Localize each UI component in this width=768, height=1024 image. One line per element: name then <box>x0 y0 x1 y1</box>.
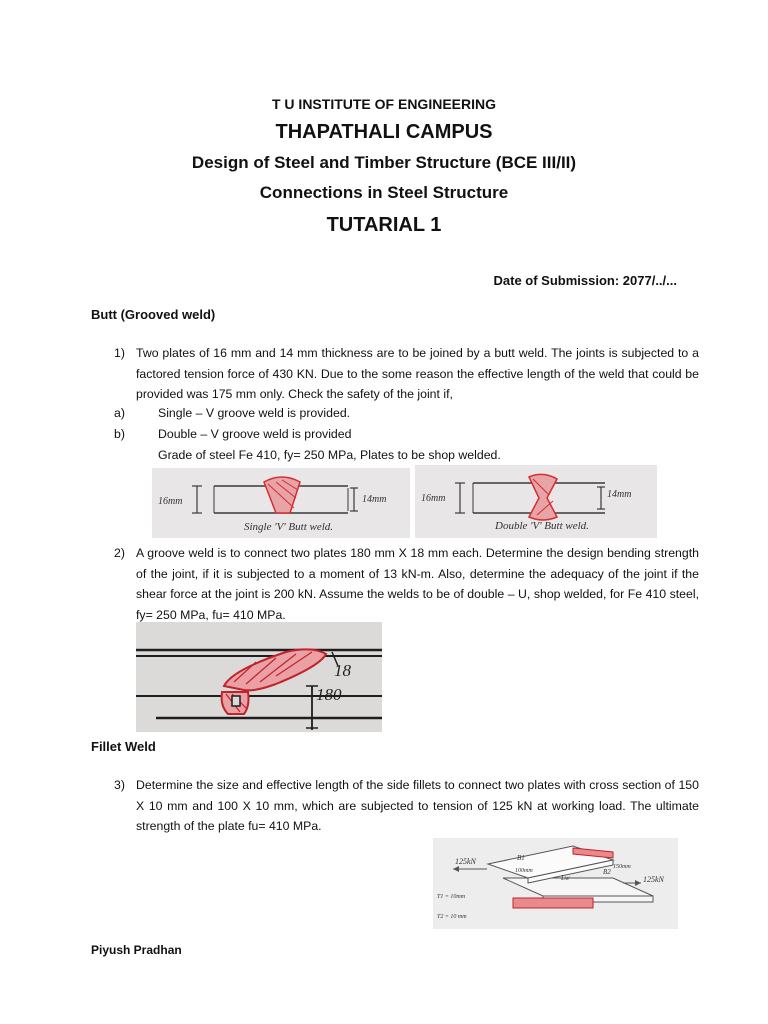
dimension-label: 14mm <box>607 489 632 500</box>
single-v-weld-sketch <box>152 468 410 538</box>
dimension-label: 150mm <box>613 864 631 870</box>
author-footer: Piyush Pradhan <box>91 943 182 957</box>
dimension-label: 18 <box>334 661 351 680</box>
plate-label: B1 <box>517 854 525 862</box>
figure-double-v-butt-weld <box>415 465 657 538</box>
figure-caption: Double 'V' Butt weld. <box>495 520 589 532</box>
load-label: 125kN <box>643 875 664 884</box>
institute-heading: T U INSTITUTE OF ENGINEERING <box>271 96 496 112</box>
plate-label: B2 <box>603 868 611 876</box>
question-text: Two plates of 16 mm and 14 mm thickness are to be joined by a butt weld. The joints is subjected to a factored tension force of 430 KN. Due to the some reason the effective length of the weld that could be provided was 175 mm only. Check the safety of the joint if, <box>136 346 699 401</box>
figure-single-v-butt-weld <box>152 468 410 538</box>
option-text: Double – V groove weld is provided <box>158 427 352 441</box>
campus-heading: THAPATHALI CAMPUS <box>275 121 493 143</box>
dimension-label: 16mm <box>158 496 183 507</box>
question-number: 2) <box>114 546 125 560</box>
course-heading: Design of Steel and Timber Structure (BCE III/II) <box>191 153 577 172</box>
option-label: a) <box>114 406 125 420</box>
option-text: Single – V groove weld is provided. <box>158 406 351 420</box>
question-text: Determine the size and effective length of the side fillets to connect two plates with cross section of 150 X 10 mm and 100 X 10 mm, which are subjected to tension of 125 kN at working load. The ultimate strength of the plate fu= 410 MPa. <box>136 778 699 833</box>
weld-length-label: Lw <box>561 874 570 882</box>
question-number: 3) <box>114 778 125 792</box>
fillet-weld-sketch <box>433 838 678 929</box>
dimension-label: 14mm <box>362 494 387 505</box>
section-butt-weld: Butt (Grooved weld) <box>91 307 216 322</box>
dimension-label: 100mm <box>515 868 533 874</box>
option-label: b) <box>114 427 125 441</box>
thickness-label: T2 = 10 mm <box>437 914 467 920</box>
double-u-weld-sketch <box>136 622 382 732</box>
figure-double-u-groove-weld <box>136 622 382 732</box>
question-note: Grade of steel Fe 410, fy= 250 MPa, Plates to be shop welded. <box>158 448 501 462</box>
dimension-label: 180 <box>316 685 342 704</box>
section-fillet-weld: Fillet Weld <box>91 739 156 754</box>
dimension-label: 16mm <box>421 493 446 504</box>
date-of-submission: Date of Submission: 2077/../... <box>493 273 677 288</box>
question-number: 1) <box>114 346 125 360</box>
tutorial-title: TUTARIAL 1 <box>326 214 442 236</box>
topic-heading: Connections in Steel Structure <box>259 183 509 202</box>
figure-fillet-weld-lap-joint <box>433 838 678 929</box>
load-label: 125kN <box>455 857 476 866</box>
figure-caption: Single 'V' Butt weld. <box>244 521 334 533</box>
double-v-weld-sketch <box>415 465 657 538</box>
question-text: A groove weld is to connect two plates 180 mm X 18 mm each. Determine the design bending strength of the joint, if it is subjected to a moment of 13 kN-m. Also, determine the adequacy of the joint if the shear force at the joint is 200 kN. Assume the welds to be of double – U, shop welded, for Fe 410 steel, fy= 250 MPa, fu= 410 MPa. <box>136 546 699 622</box>
thickness-label: T1 = 10mm <box>437 894 466 900</box>
